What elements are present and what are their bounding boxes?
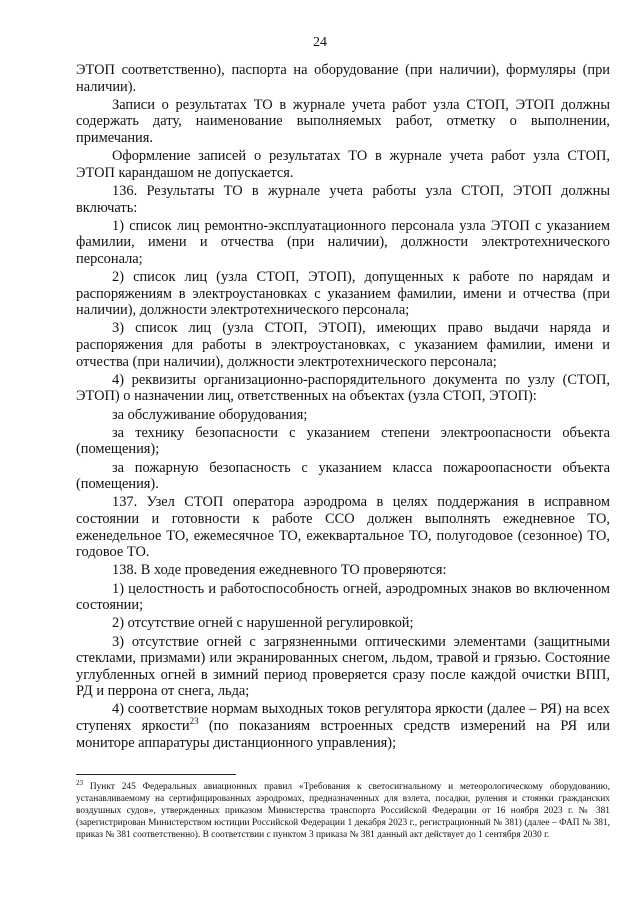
clause-137: 137. Узел СТОП оператора аэродрома в целях поддержания в исправном состоянии и готовности к работе ССО должен выполнять ежедневное ТО, еженедельное ТО, ежемесячное ТО, ежеквартальное ТО, полугодовое (сезонное) ТО, годовое ТО.	[76, 494, 610, 561]
list-item	[76, 701, 610, 751]
paragraph: ЭТОП соответственно), паспорта на оборудование (при наличии), формуляры (при наличии).	[76, 62, 610, 95]
page-number: 24	[313, 35, 327, 50]
list-item: 1) список лиц ремонтно-эксплуатационного персонала узла ЭТОП с указанием фамилии, имени и отчества (при наличии), должности электротехнического персонала;	[76, 217, 610, 267]
list-item: 4) реквизиты организационно-распорядительного документа по узлу (СТОП, ЭТОП) о назначении лиц, ответственных на объектах (узла СТОП, ЭТОП):	[76, 371, 610, 405]
list-item: 2) отсутствие огней с нарушенной регулировкой;	[112, 615, 414, 632]
list-item: 3) список лиц (узла СТОП, ЭТОП), имеющих право выдачи наряда и распоряжения для работы в электроустановках, с указанием фамилии, имени и отчества (при наличии), должности электротехнического персонала;	[76, 320, 610, 370]
sub-item: за пожарную безопасность с указанием класса пожароопасности объекта (помещения).	[76, 459, 610, 493]
document-body	[76, 62, 610, 753]
paragraph: Оформление записей о результатах ТО в журнале учета работ узла СТОП, ЭТОП карандашом не допускается.	[76, 148, 610, 181]
footnote-marker: 23	[76, 778, 83, 787]
list-item-text: (по показаниям встроенных средств измерений на РЯ или мониторе аппаратуры дистанционного управления);	[76, 718, 611, 751]
sub-item: за технику безопасности с указанием степени электроопасности объекта (помещения);	[76, 424, 610, 458]
list-item-text: 4) соответствие нормам выходных токов регулятора яркости (далее – РЯ) на всех ступенях яркости	[76, 701, 610, 735]
list-item: 3) отсутствие огней с загрязненными оптическими элементами (защитными стеклами, призмами) или экранированных снегом, льдом, травой и грязью. Состояние углубленных огней в зимний период проверяется сразу после каждой очистки ВПП, РД и перрона от снега, льда;	[76, 633, 610, 700]
footnote-divider	[76, 774, 236, 775]
paragraph: Записи о результатах ТО в журнале учета работ узла СТОП, ЭТОП должны содержать дату, наименование выполняемых работ, отметку о выполнении, примечания.	[76, 96, 610, 146]
list-item: 2) список лиц (узла СТОП, ЭТОП), допущенных к работе по нарядам и распоряжениям в электроустановках с указанием фамилии, имени и отчества (при наличии), должности электротехнического персонала;	[76, 269, 610, 319]
footnote-reference[interactable]: 23	[189, 716, 199, 727]
sub-item: за обслуживание оборудования;	[112, 406, 308, 423]
footnote	[76, 778, 610, 841]
clause-138: 138. В ходе проведения ежедневного ТО проверяются:	[112, 562, 447, 579]
clause-136: 136. Результаты ТО в журнале учета работы узла СТОП, ЭТОП должны включать:	[76, 182, 610, 216]
list-item: 1) целостность и работоспособность огней, аэродромных знаков во включенном состоянии;	[76, 580, 610, 614]
footnote-text: Пункт 245 Федеральных авиационных правил «Требования к светосигнальному и метеорологическому оборудованию, устанавливаемому на сертифицированных аэродромах, предназначенных для взлета, посадки, руления и стоянки гражданских воздушных судов», утвержденных приказом Министерства транспорта Российской Федерации от 16 ноября 2023 г. № 381 (зарегистрирован Министерством юстиции Российской Федерации 1 декабря 2023 г., регистрационный № 381) (далее – ФАП № 381, приказ № 381 соответственно). В соответствии с пунктом 3 приказа № 381 данный акт действует до 1 сентября 2030 г.	[76, 782, 610, 840]
